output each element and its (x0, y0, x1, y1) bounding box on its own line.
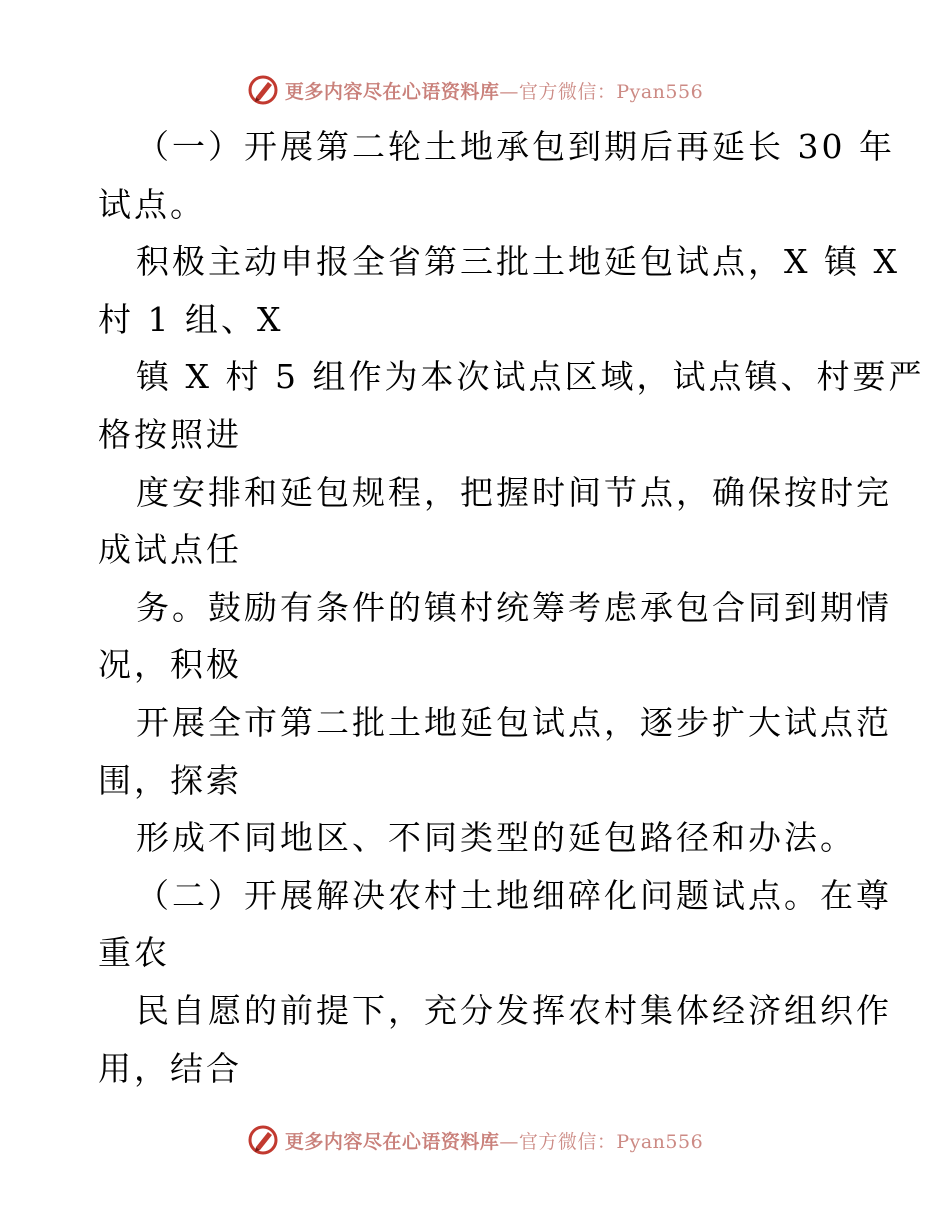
document-body (98, 118, 925, 1097)
footer-watermark-banner (0, 1120, 950, 1160)
footer-banner-bold: 更多内容尽在心语资料库 (284, 1130, 500, 1153)
pen-logo-icon (247, 74, 279, 106)
body-line: 开展全市第二批土地延包试点，逐步扩大试点范 (136, 702, 892, 742)
body-line: 村 1 组、X (98, 299, 284, 339)
header-banner-inner (247, 74, 703, 106)
footer-banner-light: —官方微信：Pyan556 (499, 1130, 704, 1153)
body-line: 成试点任 (98, 530, 242, 570)
body-line: 试点。 (98, 184, 206, 224)
body-line: 格按照进 (98, 414, 242, 454)
body-line: （一）开展第二轮土地承包到期后再延长 30 年 (136, 127, 895, 166)
body-line: （二）开展解决农村土地细碎化问题试点。在尊 (136, 875, 892, 915)
footer-banner-text (285, 1127, 703, 1154)
body-line: 度安排和延包规程，把握时间节点，确保按时完 (136, 472, 892, 512)
body-line: 务。鼓励有条件的镇村统筹考虑承包合同到期情 (136, 587, 892, 627)
body-line: 积极主动申报全省第三批土地延包试点，X 镇 X (136, 242, 900, 282)
body-line: 镇 X 村 5 组作为本次试点区域，试点镇、村要严 (136, 357, 925, 397)
header-banner-light: —官方微信：Pyan556 (499, 80, 704, 103)
body-line: 形成不同地区、不同类型的延包路径和办法。 (136, 818, 856, 858)
header-banner-bold: 更多内容尽在心语资料库 (284, 80, 500, 103)
pen-logo-icon (247, 1124, 279, 1156)
body-line: 况，积极 (98, 645, 242, 685)
body-line: 用，结合 (98, 1048, 242, 1088)
header-watermark-banner (0, 70, 950, 110)
body-line: 民自愿的前提下，充分发挥农村集体经济组织作 (136, 990, 892, 1030)
body-line: 围，探索 (98, 760, 242, 800)
footer-banner-inner (247, 1124, 703, 1156)
header-banner-text (285, 77, 703, 104)
body-line: 重农 (98, 933, 170, 973)
